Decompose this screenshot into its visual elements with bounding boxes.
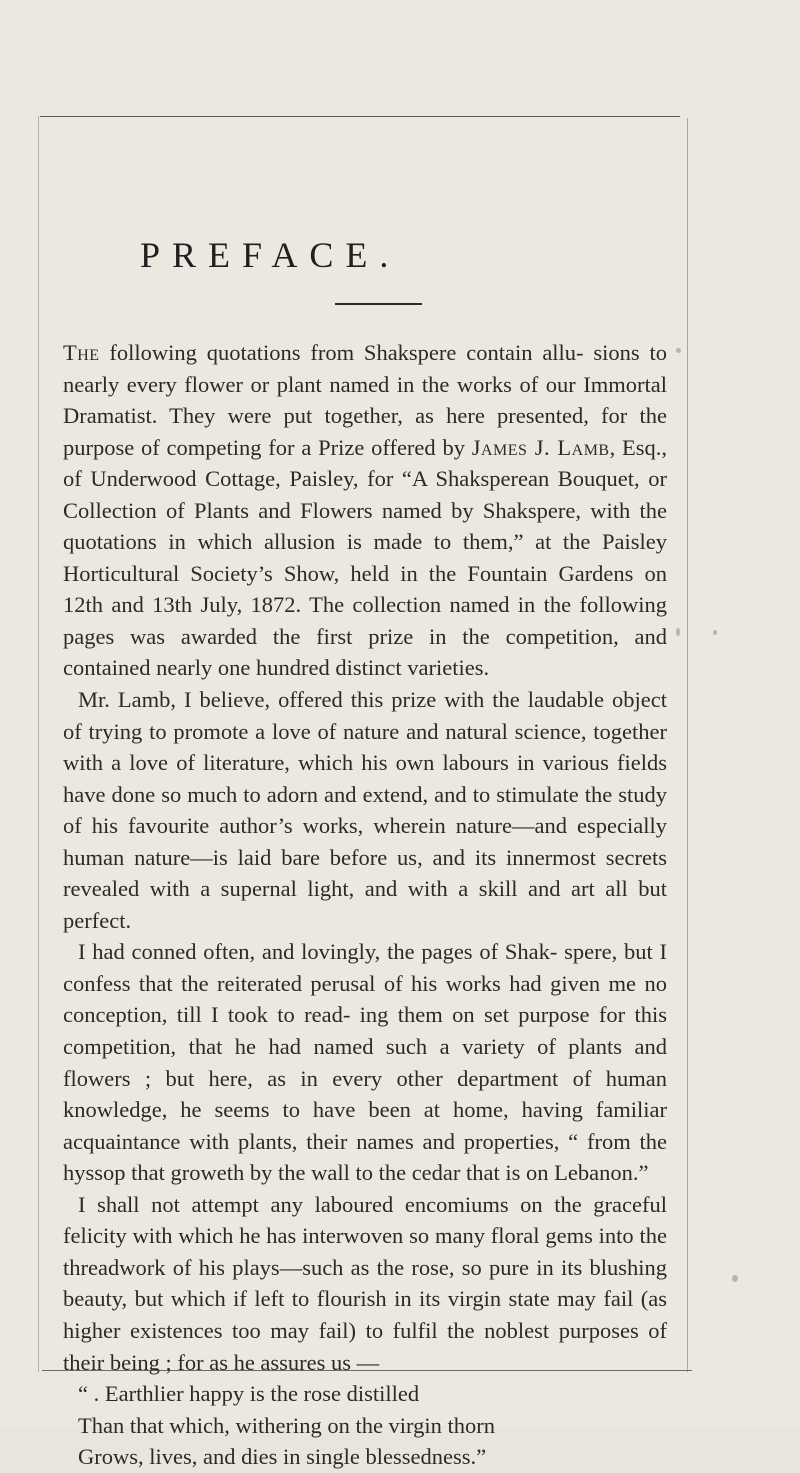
quote-line: “ . Earthlier happy is the rose distilled (78, 1381, 420, 1407)
verse-quotation (63, 1378, 667, 1473)
person-name: James J. Lamb (471, 434, 610, 460)
top-border-line (40, 116, 680, 117)
quote-line: Grows, lives, and dies in single blessedness.” (78, 1444, 487, 1470)
page-title: PREFACE. (140, 235, 401, 276)
paragraph-3: I had conned often, and lovingly, the pages of Shak- spere, but I confess that the reiterated perusal of his works had given me no conception, till I took to read- ing them on set purpose for this competition, that he had named such a variety of plants and flowers ; but here, as in every other department of human knowledge, he seems to have been at home, having familiar acquaintance with plants, their names and properties, “ from the hyssop that groweth by the wall to the cedar that is on Lebanon.” (63, 939, 667, 1186)
title-underline (335, 303, 422, 305)
paper-speck (732, 1275, 738, 1282)
paper-speck (713, 630, 717, 635)
paper-speck (676, 628, 680, 636)
preface-body (63, 337, 667, 1473)
quote-line: Than that which, withering on the virgin thorn (78, 1412, 496, 1438)
paragraph-2: Mr. Lamb, I believe, offered this prize with the laudable object of trying to promote a love of nature and natural science, together with a love of literature, which his own labours in various fields have done so much to adorn and extend, and to stimulate the study of his favourite author’s works, wherein nature—and especially human nature—is laid bare before us, and its innermost secrets revealed with a supernal light, and with a skill and art all but perfect. (63, 687, 667, 933)
paragraph-text: following quotations from Shakspere contain allu- sions to nearly every flower or plant named in the works of our Immortal Dramatist. They were put together, as here presented, for the purpose of competing for a Prize offered by (63, 340, 667, 460)
right-border-line (687, 118, 688, 1372)
paragraph-1 (63, 337, 667, 684)
left-border-line (38, 116, 39, 1372)
paper-speck (676, 348, 681, 353)
paragraph-lead-word: The (63, 340, 100, 365)
paragraph-4: I shall not attempt any laboured encomiums on the graceful felicity with which he has interwoven so many floral gems into the threadwork of his plays—such as the rose, so pure in its blushing beauty, but which if left to flourish in its virgin state may fail (as higher existences too may fail) to fulfil the noblest purposes of their being ; for as he assures us — (63, 1191, 667, 1375)
paragraph-text-continued: , Esq., of Underwood Cottage, Paisley, for “A Shaksperean Bouquet, or Collection of Plants and Flowers named by Shakspere, with the quotations in which allusion is made to them,” at the Paisley Horticultural Society’s Show, held in the Fountain Gardens on 12th and 13th July, 1872. The collection named in the following pages was awarded the first prize in the competition, and contained nearly one hundred distinct varieties. (63, 434, 668, 681)
